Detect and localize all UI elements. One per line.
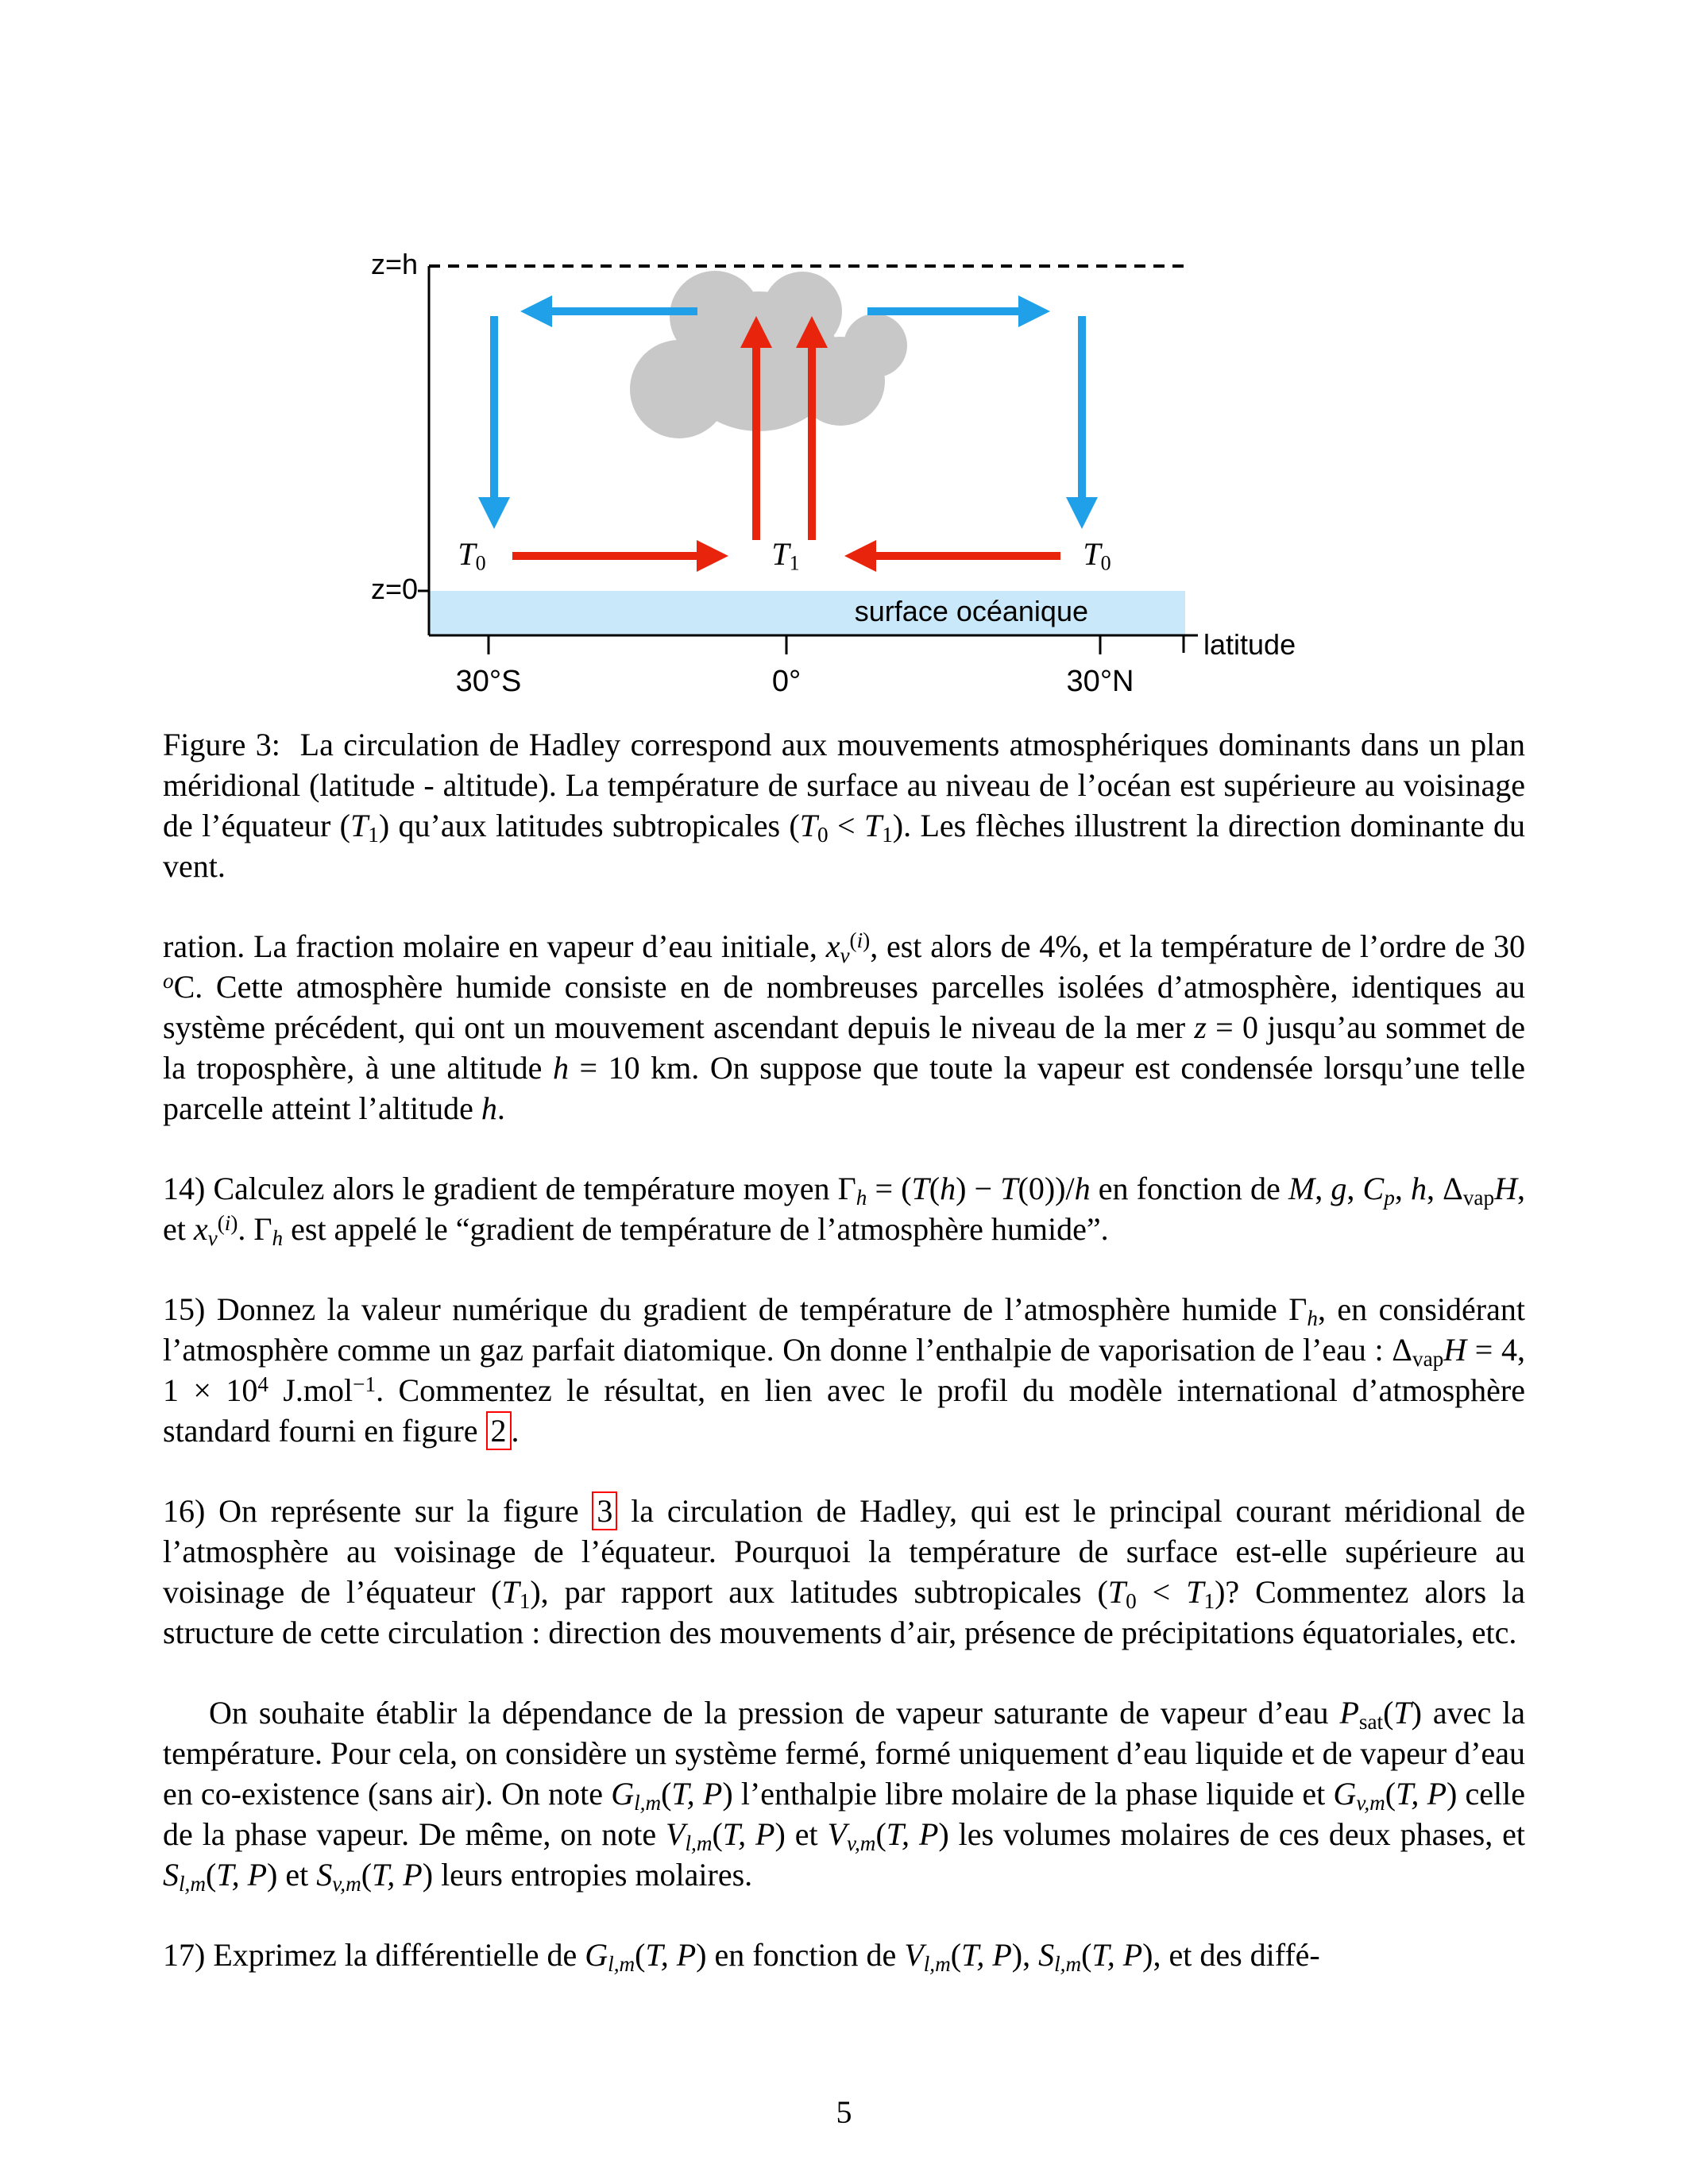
cloud-icon	[630, 271, 907, 438]
temperature-label-t0-right: $T_0$	[1083, 536, 1111, 575]
tick-label-30n: 30°N	[1066, 665, 1134, 698]
z-h-label: z=h	[370, 248, 418, 280]
paragraph-ration: ration. La fraction molaire en vapeur d’eau initiale, $x_v^{(i)}$, est alors de 4%, et la température de l’ordre de 30 $^o$C. Cette atmosphère humide consiste en de nombreuses parcelles isolées d’atmosphère, identiques au système précédent, qui ont un mouvement ascendant depuis le niveau de la mer z = 0 jusqu’au sommet de la troposphère, à une altitude h = 10 km. On suppose que toute la vapeur est condensée lorsqu’une telle parcelle atteint l’altitude h.	[163, 928, 1526, 1126]
page-number: 5	[836, 2094, 852, 2130]
question-16: 16) On représente sur la figure 3 la circulation de Hadley, qui est le principal courant méridional de l’atmosphère au voisinage de l’équateur. Pourquoi la température de surface est-elle supérieure au voisinage de l’équateur $(T_1)$, par rapport aux latitudes subtropicales $(T_0 < T_1)$? Commentez alors la structure de cette circulation : direction des mouvements d’air, présence de précipitations équatoriales, etc.	[163, 1493, 1526, 1650]
ocean-surface-label: surface océanique	[854, 595, 1088, 627]
question-14: 14) Calculez alors le gradient de température moyen $\Gamma_h = (T(h) - T(0))/h$ en fonction de M, g, $C_p$, h, $\Delta_{vap}H$, et $x_v^{(i)}$. $\Gamma_h$ est appelé le “gradient de température de l’atmosphère humide”.	[163, 1171, 1525, 1250]
hadley-circulation-diagram	[342, 222, 1335, 699]
temperature-label-t1: $T_1$	[771, 536, 800, 575]
hadley-circulation-figure	[342, 222, 1335, 699]
figure-3-ref[interactable]: 3	[592, 1491, 617, 1530]
tick-label-30s: 30°S	[455, 665, 522, 698]
paragraph-psat: On souhaite établir la dépendance de la pression de vapeur saturante de vapeur d’eau $P_{sat}(T)$ avec la température. Pour cela, on considère un système fermé, formé uniquement d’eau liquide et de vapeur d’eau en co-existence (sans air). On note $G_{l,m}(T$, P) l’enthalpie libre molaire de la phase liquide et $G_{v,m}(T$, P) celle de la phase vapeur. De même, on note $V_{l,m}(T$, P) et $V_{v,m}(T$, P) les volumes molaires de ces deux phases, et $S_{l,m}(T$, P) et $S_{v,m}(T$, P) leurs entropies molaires.	[163, 1695, 1526, 1896]
latitude-axis-label: latitude	[1203, 628, 1296, 661]
question-15: 15) Donnez la valeur numérique du gradient de température de l’atmosphère humide $\Gamma_h$, en considérant l’atmosphère comme un gaz parfait diatomique. On donne l’enthalpie de vaporisation de l’eau : $\Delta_{vap}H = 4$, $1 \times 10^4$ J.mol$^{-1}$. Commentez le résultat, en lien avec le profil du modèle international d’atmosphère standard fourni en figure 2 .	[163, 1291, 1525, 1449]
tick-label-0: 0°	[771, 665, 802, 698]
figure-caption: Figure 3: La circulation de Hadley correspond aux mouvements atmosphériques dominants dans un plan méridional (latitude - altitude). La température de surface au niveau de l’océan est supérieure au voisinage de l’équateur $(T_1)$ qu’aux latitudes subtropicales $(T_0 < T_1)$. Les flèches illustrent la direction dominante du vent.	[163, 727, 1525, 884]
question-17: 17) Exprimez la différentielle de $G_{l,m}(T$, P) en fonction de $V_{l,m}(T$, P), $S_{l,m}(T$, P), et des diffé-	[163, 1937, 1320, 1976]
z-0-label: z=0	[370, 573, 418, 605]
temperature-label-t0-left: $T_0$	[458, 536, 486, 575]
figure-2-ref[interactable]: 2	[486, 1411, 512, 1450]
